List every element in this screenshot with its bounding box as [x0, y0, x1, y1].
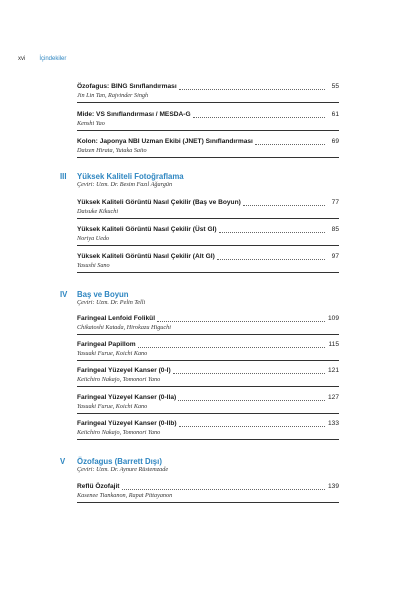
- dot-leader: [173, 372, 325, 374]
- section-heading: [60, 457, 339, 474]
- entry-title: Faringeal Lenfoid Folikül: [77, 315, 156, 322]
- entry-page: 133: [327, 420, 339, 427]
- entry-page: 85: [331, 226, 339, 233]
- dot-leader: [122, 488, 326, 490]
- toc-entry[interactable]: [77, 366, 339, 387]
- dot-leader: [179, 88, 325, 90]
- entry-page: 61: [331, 111, 339, 118]
- entry-authors: Jin Lin Tan, Rajvinder Singh: [77, 92, 149, 99]
- entry-page: 121: [327, 367, 339, 374]
- toc-entry[interactable]: [77, 340, 339, 361]
- entry-page: 127: [327, 394, 339, 401]
- entry-divider: [77, 413, 339, 414]
- toc-entry[interactable]: [77, 393, 339, 414]
- entry-page: 77: [331, 199, 339, 206]
- section-heading: [60, 172, 339, 189]
- toc-entry[interactable]: [77, 137, 339, 158]
- dot-leader: [243, 204, 325, 206]
- toc-entry[interactable]: [77, 82, 339, 103]
- entry-title: Reflü Özofajit: [77, 483, 120, 490]
- entry-divider: [77, 334, 339, 335]
- page-number: xvi: [18, 56, 26, 62]
- entry-authors: Kasenee Tiankanon, Rapat Pittayanon: [77, 492, 173, 499]
- entry-title: Faringeal Papillom: [77, 341, 136, 348]
- entry-divider: [77, 245, 339, 246]
- entry-page: 97: [331, 253, 339, 260]
- entry-page: 55: [331, 83, 339, 90]
- toc-entry[interactable]: [77, 419, 339, 440]
- entry-authors: Chikatoshi Katada, Hirokazu Higuchi: [77, 324, 171, 331]
- entry-authors: Daisuke Kikuchi: [77, 208, 119, 215]
- entry-authors: Keiichiro Nakajo, Tomonori Yano: [77, 376, 161, 383]
- section-title: Özofagus (Barrett Dışı): [77, 457, 162, 466]
- dot-leader: [219, 231, 325, 233]
- section-translator: Çeviri: Uzm. Dr. Aynure Rüstemzade: [77, 466, 169, 473]
- section-number: III: [60, 172, 67, 181]
- section-number: IV: [60, 290, 68, 299]
- dot-leader: [178, 399, 325, 401]
- toc-entry[interactable]: [77, 225, 339, 246]
- entry-title: Özofagus: BING Sınıflandırması: [77, 83, 177, 90]
- toc-entry[interactable]: [77, 482, 339, 503]
- entry-title: Yüksek Kaliteli Görüntü Nasıl Çekilir (Üst GI): [77, 226, 217, 233]
- entry-authors: Daizen Hirata, Yutaka Saito: [77, 147, 147, 154]
- entry-page: 109: [327, 315, 339, 322]
- section-title: Baş ve Boyun: [77, 290, 129, 299]
- section-number: V: [60, 457, 66, 466]
- entry-title: Kolon: Japonya NBI Uzman Ekibi (JNET) Sınıflandırması: [77, 138, 253, 145]
- toc-entry[interactable]: [77, 314, 339, 335]
- entry-divider: [77, 218, 339, 219]
- entry-divider: [77, 502, 339, 503]
- entry-title: Faringeal Yüzeyel Kanser (0-IIb): [77, 420, 177, 427]
- entry-divider: [77, 272, 339, 273]
- section-translator: Çeviri: Uzm. Dr. Besim Fazıl Ağargün: [77, 181, 173, 188]
- section-title: Yüksek Kaliteli Fotoğraflama: [77, 172, 184, 181]
- entry-title: Faringeal Yüzeyel Kanser (0-I): [77, 367, 171, 374]
- dot-leader: [157, 320, 325, 322]
- entry-authors: Noriya Uedo: [77, 235, 110, 242]
- dot-leader: [138, 346, 325, 348]
- entry-title: Faringeal Yüzeyel Kanser (0-IIa): [77, 394, 177, 401]
- entry-authors: Keiichiro Nakajo, Tomonori Yano: [77, 429, 161, 436]
- section-translator: Çeviri: Uzm. Dr. Pelin Telli: [77, 299, 146, 306]
- entry-page: 115: [328, 341, 339, 348]
- dot-leader: [179, 425, 325, 427]
- entry-authors: Yasushi Sano: [77, 262, 110, 269]
- dot-leader: [217, 258, 325, 260]
- entry-divider: [77, 386, 339, 387]
- entry-title: Yüksek Kaliteli Görüntü Nasıl Çekilir (Baş ve Boyun): [77, 199, 241, 206]
- entry-divider: [77, 360, 339, 361]
- entry-divider: [77, 439, 339, 440]
- entry-divider: [77, 130, 339, 131]
- toc-entry[interactable]: [77, 198, 339, 219]
- dot-leader: [255, 143, 325, 145]
- running-header: [18, 56, 66, 63]
- toc-entry[interactable]: [77, 252, 339, 273]
- entry-authors: Kenshi Yao: [77, 120, 105, 127]
- entry-authors: Yasuaki Furue, Koichi Kano: [77, 350, 148, 357]
- entry-page: 69: [331, 138, 339, 145]
- toc-entry[interactable]: [77, 110, 339, 131]
- entry-authors: Yasuaki Furue, Koichi Kano: [77, 403, 148, 410]
- dot-leader: [193, 116, 325, 118]
- entry-page: 139: [327, 483, 339, 490]
- entry-title: Mide: VS Sınıflandırması / MESDA-G: [77, 111, 191, 118]
- entry-divider: [77, 157, 339, 158]
- section-heading: [60, 290, 339, 307]
- entry-title: Yüksek Kaliteli Görüntü Nasıl Çekilir (Alt GI): [77, 253, 215, 260]
- entry-divider: [77, 102, 339, 103]
- running-title: İçindekiler: [39, 56, 67, 62]
